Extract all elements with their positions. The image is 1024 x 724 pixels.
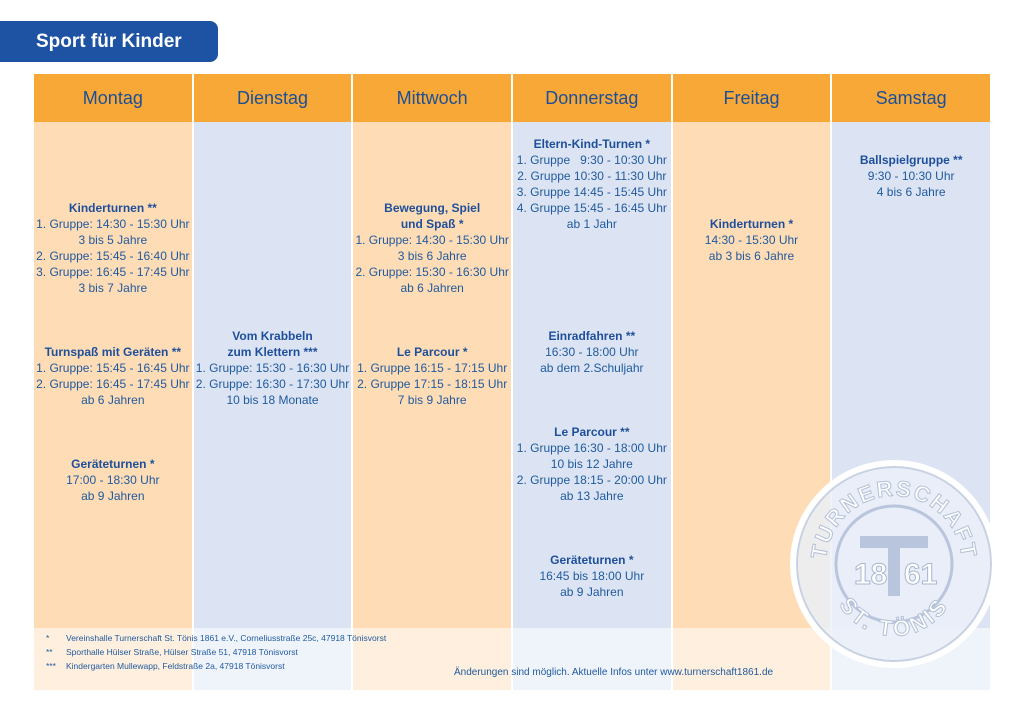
activity-line: 10 bis 12 Jahre	[550, 457, 633, 471]
activity-line: 3 bis 5 Jahre	[78, 233, 148, 247]
column-montag	[34, 74, 192, 690]
activity-title: Eltern-Kind-Turnen *	[533, 137, 651, 151]
column-body-montag	[34, 122, 192, 690]
activity-line: ab 6 Jahren	[400, 281, 464, 295]
activity-line: 14:30 - 15:30 Uhr	[704, 233, 799, 247]
activity-title: Ballspielgruppe **	[859, 153, 963, 167]
activity-title: und Spaß *	[400, 217, 464, 231]
activity-title: Geräteturnen *	[550, 553, 634, 567]
day-header-freitag: Freitag	[673, 74, 831, 122]
footnote-text: Vereinshalle Turnerschaft St. Tönis 1861 e.V., Corneliusstraße 25c, 47918 Tönisvorst	[66, 633, 387, 643]
activity-ballspielgruppe-samstag	[832, 152, 990, 200]
day-header-dienstag: Dienstag	[194, 74, 352, 122]
seal-bottom-text: ST. TÖNIS	[834, 592, 954, 642]
activity-line: 1. Gruppe 16:15 - 17:15 Uhr	[357, 361, 508, 375]
activity-line: 1. Gruppe 9:30 - 10:30 Uhr	[516, 153, 667, 167]
page-title	[0, 21, 218, 62]
activity-line: ab 6 Jahren	[81, 393, 145, 407]
column-body-donnerstag	[513, 122, 671, 690]
activity-line: ab 1 Jahr	[566, 217, 617, 231]
activity-title: Vom Krabbeln	[232, 329, 313, 343]
activity-title: Le Parcour **	[554, 425, 630, 439]
activity-geraeteturnen-montag	[34, 456, 192, 504]
footnote-mark: ***	[46, 661, 56, 671]
day-header-mittwoch: Mittwoch	[353, 74, 511, 122]
activity-title: Bewegung, Spiel	[384, 201, 481, 215]
activity-title: zum Klettern ***	[227, 345, 318, 359]
seal-icon	[796, 466, 992, 662]
activity-title: Turnspaß mit Geräten **	[44, 345, 182, 359]
seal-year-right: 61	[904, 558, 938, 591]
seal-year-left: 18	[854, 558, 888, 591]
page-title-text: Sport für Kinder	[36, 30, 182, 52]
activity-line: 1. Gruppe: 14:30 - 15:30 Uhr	[355, 233, 509, 247]
activity-geraeteturnen-donnerstag	[513, 552, 671, 600]
activity-leparcour-donnerstag	[513, 424, 671, 504]
activity-line: 10 bis 18 Monate	[226, 393, 319, 407]
footnote-text: Sporthalle Hülser Straße, Hülser Straße 51, 47918 Tönisvorst	[66, 647, 298, 657]
activity-line: 2. Gruppe 10:30 - 11:30 Uhr	[517, 169, 667, 183]
activity-title: Le Parcour *	[396, 345, 468, 359]
column-body-mittwoch	[353, 122, 511, 690]
activity-line: 3. Gruppe: 16:45 - 17:45 Uhr	[36, 265, 190, 279]
activity-title: Geräteturnen *	[71, 457, 155, 471]
activity-title: Einradfahren **	[548, 329, 636, 343]
footnote-text: Kindergarten Mullewapp, Feldstraße 2a, 47918 Tönisvorst	[66, 661, 285, 671]
activity-turnspass-montag	[34, 344, 192, 408]
activity-line: 2. Gruppe: 15:45 - 16:40 Uhr	[36, 249, 190, 263]
activity-line: 2. Gruppe: 16:45 - 17:45 Uhr	[36, 377, 190, 391]
activity-line: 1. Gruppe: 14:30 - 15:30 Uhr	[36, 217, 190, 231]
column-donnerstag	[513, 74, 671, 690]
activity-line: 3. Gruppe 14:45 - 15:45 Uhr	[516, 185, 667, 199]
activity-line: 1. Gruppe: 15:30 - 16:30 Uhr	[195, 361, 350, 375]
footnote-2	[46, 647, 298, 657]
activity-line: 4 bis 6 Jahre	[876, 185, 946, 199]
activity-leparcour-mittwoch	[353, 344, 511, 408]
activity-krabbeln-dienstag	[194, 328, 352, 408]
activity-line: ab 9 Jahren	[81, 489, 145, 503]
activity-kinderturnen-freitag	[673, 216, 831, 264]
activity-line: 1. Gruppe 16:30 - 18:00 Uhr	[516, 441, 667, 455]
activity-line: 17:00 - 18:30 Uhr	[66, 473, 160, 487]
activity-title: Kinderturnen **	[68, 201, 157, 215]
activity-title: Kinderturnen *	[709, 217, 794, 231]
club-seal-logo	[790, 460, 998, 668]
svg-text:ST. TÖNIS	[835, 593, 954, 642]
activity-bewegung-mittwoch	[353, 200, 511, 296]
column-mittwoch	[353, 74, 511, 690]
activity-line: ab 3 bis 6 Jahre	[708, 249, 795, 263]
activity-kinderturnen-montag	[34, 200, 192, 296]
activity-line: 16:45 bis 18:00 Uhr	[539, 569, 645, 583]
column-dienstag	[194, 74, 352, 690]
activity-line: 7 bis 9 Jahre	[397, 393, 467, 407]
activity-line: 9:30 - 10:30 Uhr	[867, 169, 955, 183]
day-header-montag: Montag	[34, 74, 192, 122]
activity-line: 2. Gruppe: 15:30 - 16:30 Uhr	[355, 265, 509, 279]
activity-line: 3 bis 7 Jahre	[78, 281, 148, 295]
activity-line: 4. Gruppe 15:45 - 16:45 Uhr	[516, 201, 667, 215]
activity-line: 3 bis 6 Jahre	[397, 249, 467, 263]
activity-line: 2. Gruppe 17:15 - 18:15 Uhr	[357, 377, 508, 391]
activity-line: ab 9 Jahren	[560, 585, 624, 599]
changes-note: Änderungen sind möglich. Aktuelle Infos unter www.turnerschaft1861.de	[454, 667, 774, 678]
day-header-donnerstag: Donnerstag	[513, 74, 671, 122]
day-header-samstag: Samstag	[832, 74, 990, 122]
seal-top-text: TURNERSCHAFT	[805, 475, 983, 561]
footnote-1	[46, 633, 386, 643]
footnote-3	[46, 661, 285, 671]
activity-line: ab 13 Jahre	[560, 489, 624, 503]
column-body-dienstag	[194, 122, 352, 690]
activity-line: 2. Gruppe: 16:30 - 17:30 Uhr	[195, 377, 350, 391]
activity-line: 2. Gruppe 18:15 - 20:00 Uhr	[516, 473, 667, 487]
activity-line: 1. Gruppe: 15:45 - 16:45 Uhr	[36, 361, 190, 375]
footnote-mark: **	[46, 647, 53, 657]
activity-einradfahren-donnerstag	[513, 328, 671, 376]
activity-line: ab dem 2.Schuljahr	[540, 361, 644, 375]
activity-eltern-kind-donnerstag	[513, 136, 671, 232]
activity-line: 16:30 - 18:00 Uhr	[545, 345, 639, 359]
footnote-mark: *	[46, 633, 50, 643]
